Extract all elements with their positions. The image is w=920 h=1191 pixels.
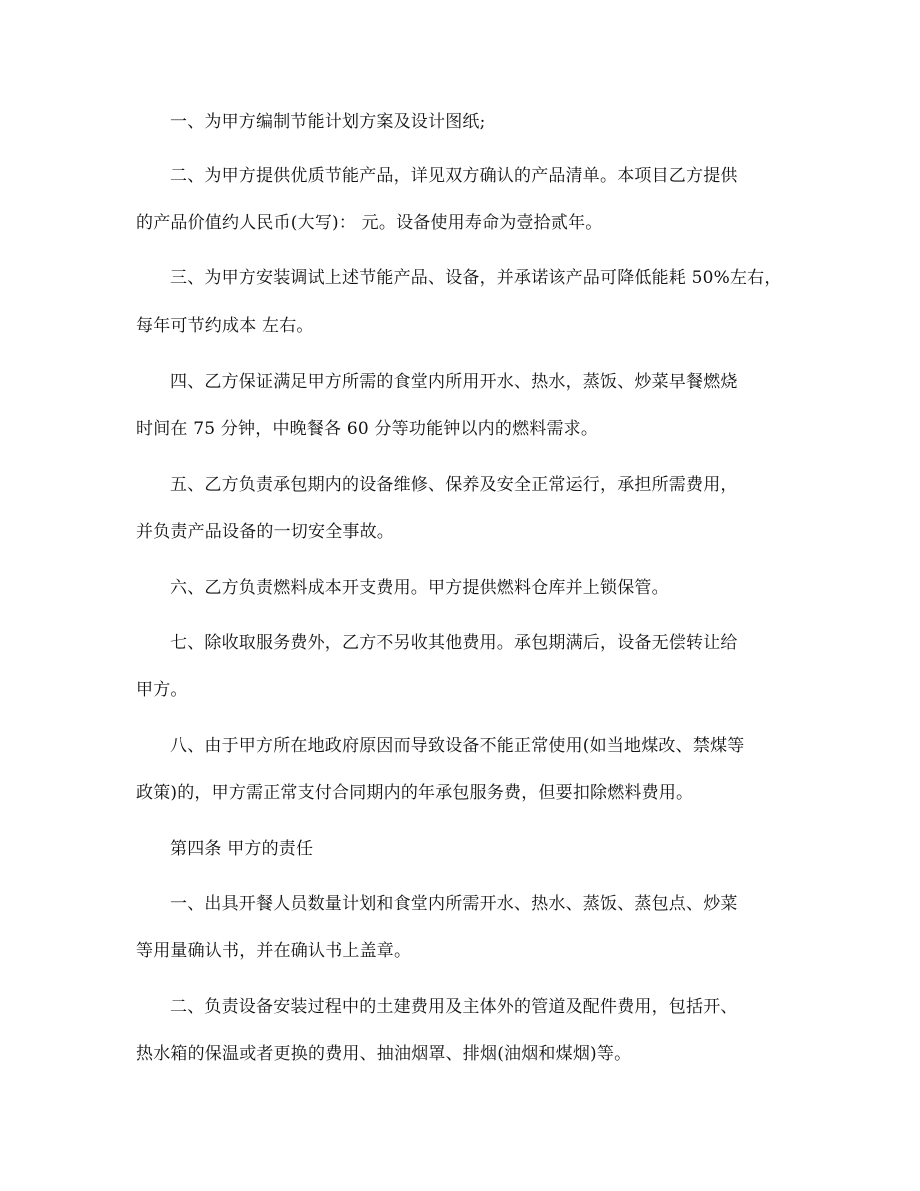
clause-line: 六、乙方负责燃料成本开支费用。甲方提供燃料仓库并上锁保管。 bbox=[170, 578, 669, 598]
section-heading: 第四条 甲方的责任 bbox=[170, 839, 314, 859]
clause-line: 热水箱的保温或者更换的费用、抽油烟罩、排烟(油烟和煤烟)等。 bbox=[136, 1044, 632, 1064]
clause-line: 一、出具开餐人员数量计划和食堂内所需开水、热水、蒸饭、蒸包点、炒菜 bbox=[170, 894, 738, 914]
clause-line: 三、为甲方安装调试上述节能产品、设备，并承诺该产品可降低能耗 50%左右， bbox=[170, 268, 782, 288]
clause-line: 等用量确认书，并在确认书上盖章。 bbox=[136, 941, 412, 961]
clause-line: 七、除收取服务费外，乙方不另收其他费用。承包期满后，设备无偿转让给 bbox=[170, 633, 738, 653]
clause-line: 的产品价值约人民币(大写)： 元。设备使用寿命为壹拾贰年。 bbox=[136, 213, 603, 233]
clause-line: 八、由于甲方所在地政府原因而导致设备不能正常使用(如当地煤改、禁煤等 bbox=[170, 736, 745, 756]
clause-line: 二、负责设备安装过程中的土建费用及主体外的管道及配件费用，包括开、 bbox=[170, 997, 738, 1017]
clause-line: 时间在 75 分钟，中晚餐各 60 分等功能钟以内的燃料需求。 bbox=[136, 419, 599, 439]
clause-line: 甲方。 bbox=[136, 680, 188, 700]
clause-line: 政策)的，甲方需正常支付合同期内的年承包服务费，但要扣除燃料费用。 bbox=[136, 783, 694, 803]
clause-line: 五、乙方负责承包期内的设备维修、保养及安全正常运行，承担所需费用， bbox=[170, 475, 738, 495]
clause-line: 并负责产品设备的一切安全事故。 bbox=[136, 522, 394, 542]
clause-line: 一、为甲方编制节能计划方案及设计图纸; bbox=[170, 112, 486, 132]
clause-line: 每年可节约成本 左右。 bbox=[136, 316, 314, 336]
clause-line: 二、为甲方提供优质节能产品，详见双方确认的产品清单。本项目乙方提供 bbox=[170, 166, 738, 186]
clause-line: 四、乙方保证满足甲方所需的食堂内所用开水、热水，蒸饭、炒菜早餐燃烧 bbox=[170, 372, 738, 392]
